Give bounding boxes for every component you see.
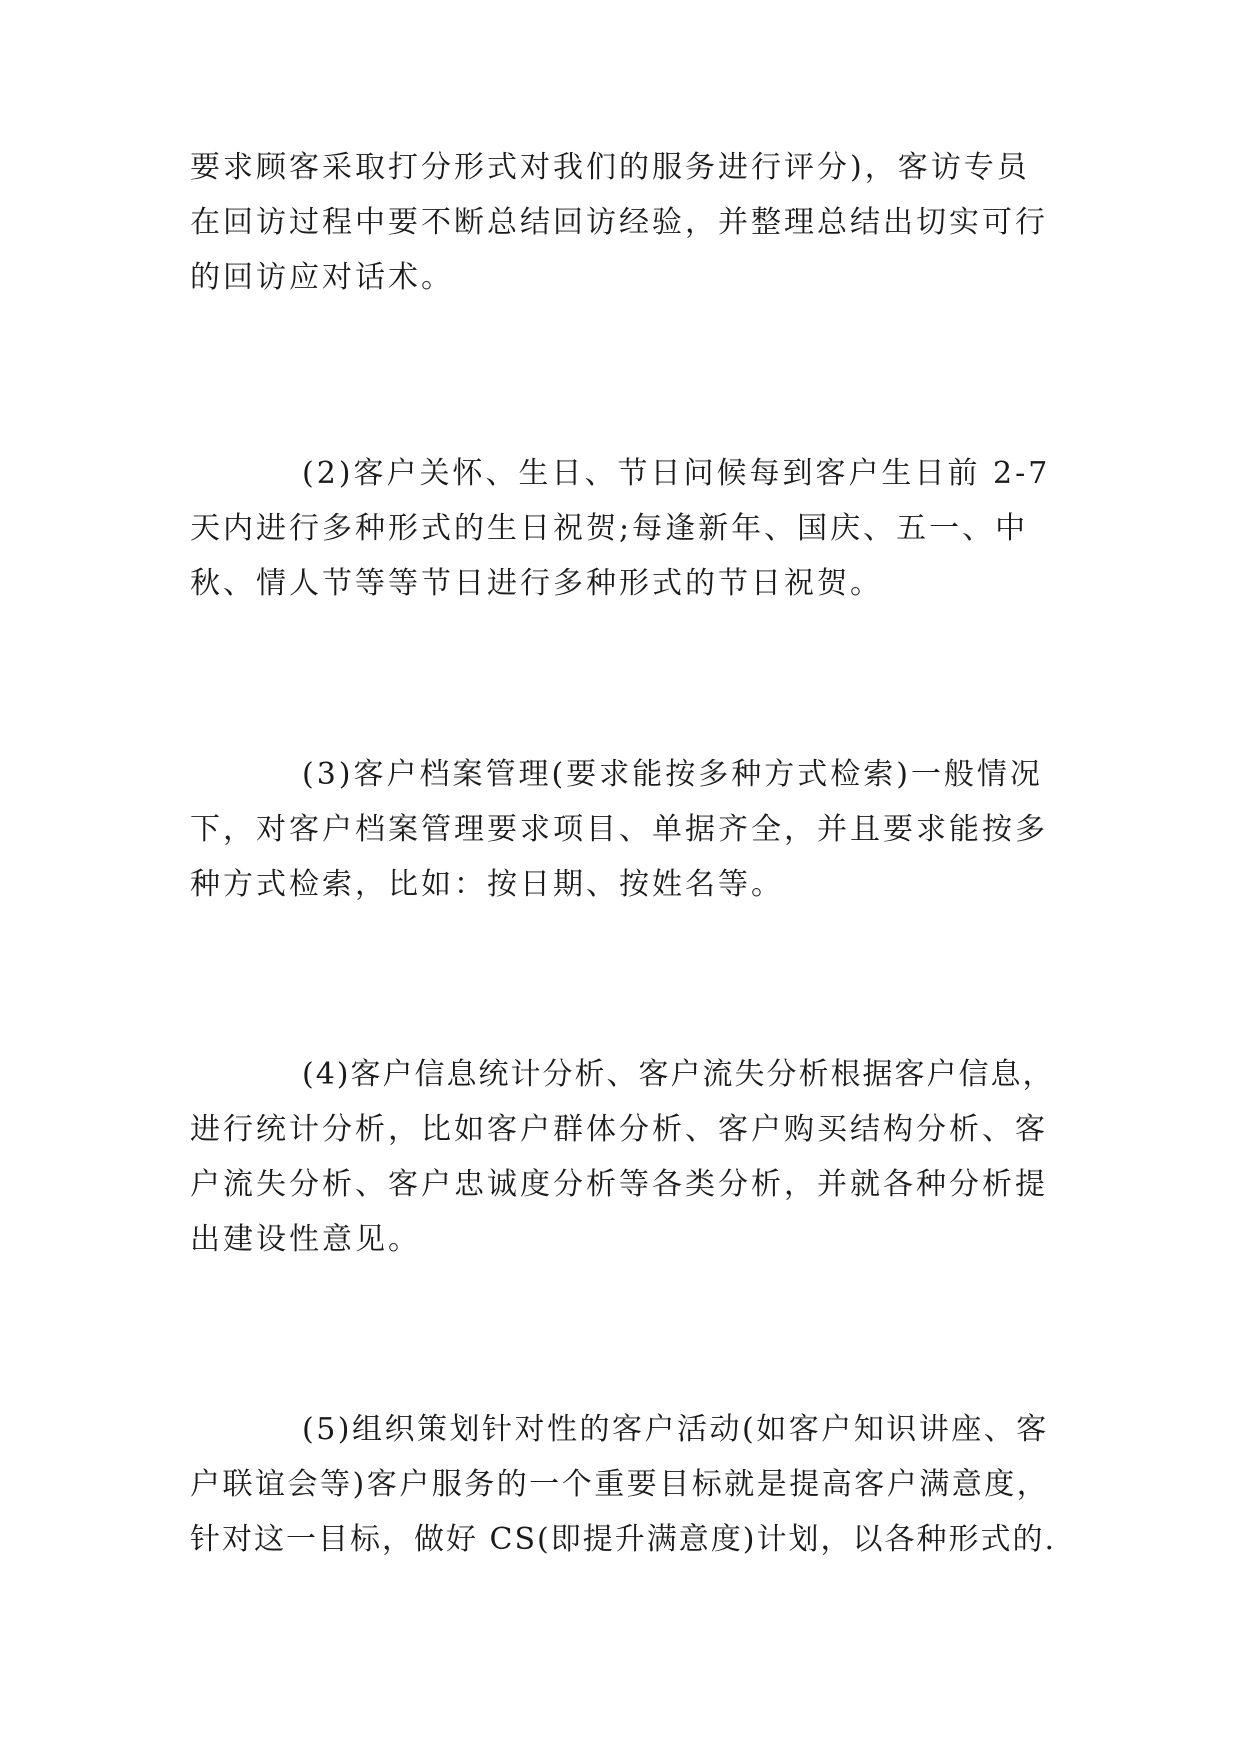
paragraph-3-line-1: (3)客户档案管理(要求能按多种方式检索)一般情况 xyxy=(302,757,1043,792)
paragraph-3-line-2: 下，对客户档案管理要求项目、单据齐全，并且要求能按多 xyxy=(190,812,1048,847)
paragraph-5-line-1: (5)组织策划针对性的客户活动(如客户知识讲座、客 xyxy=(302,1412,1049,1447)
paragraph-4-line-1: (4)客户信息统计分析、客户流失分析根据客户信息， xyxy=(302,1057,1055,1092)
paragraph-2-line-3: 秋、情人节等等节日进行多种形式的节日祝贺。 xyxy=(190,566,883,601)
paragraph-4-line-3: 户流失分析、客户忠诚度分析等各类分析，并就各种分析提 xyxy=(190,1167,1048,1202)
paragraph-4-line-2: 进行统计分析，比如客户群体分析、客户购买结构分析、客 xyxy=(190,1112,1048,1147)
paragraph-1-line-2: 在回访过程中要不断总结回访经验，并整理总结出切实可行 xyxy=(190,205,1048,240)
paragraph-2-line-2: 天内进行多种形式的生日祝贺;每逢新年、国庆、五一、中 xyxy=(190,511,1029,546)
paragraph-1-line-3: 的回访应对话术。 xyxy=(190,260,454,295)
paragraph-5-line-2: 户联谊会等)客户服务的一个重要目标就是提高客户满意度， xyxy=(190,1467,1050,1502)
paragraph-2-line-1: (2)客户关怀、生日、节日问候每到客户生日前 2-7 xyxy=(302,456,1051,491)
paragraph-1-line-1: 要求顾客采取打分形式对我们的服务进行评分)，客访专员 xyxy=(190,150,1030,185)
paragraph-4-line-4: 出建设性意见。 xyxy=(190,1222,421,1257)
paragraph-3-line-3: 种方式检索，比如：按日期、按姓名等。 xyxy=(190,867,784,902)
paragraph-5-line-3: 针对这一目标，做好 CS(即提升满意度)计划，以各种形式的. xyxy=(190,1522,1056,1557)
